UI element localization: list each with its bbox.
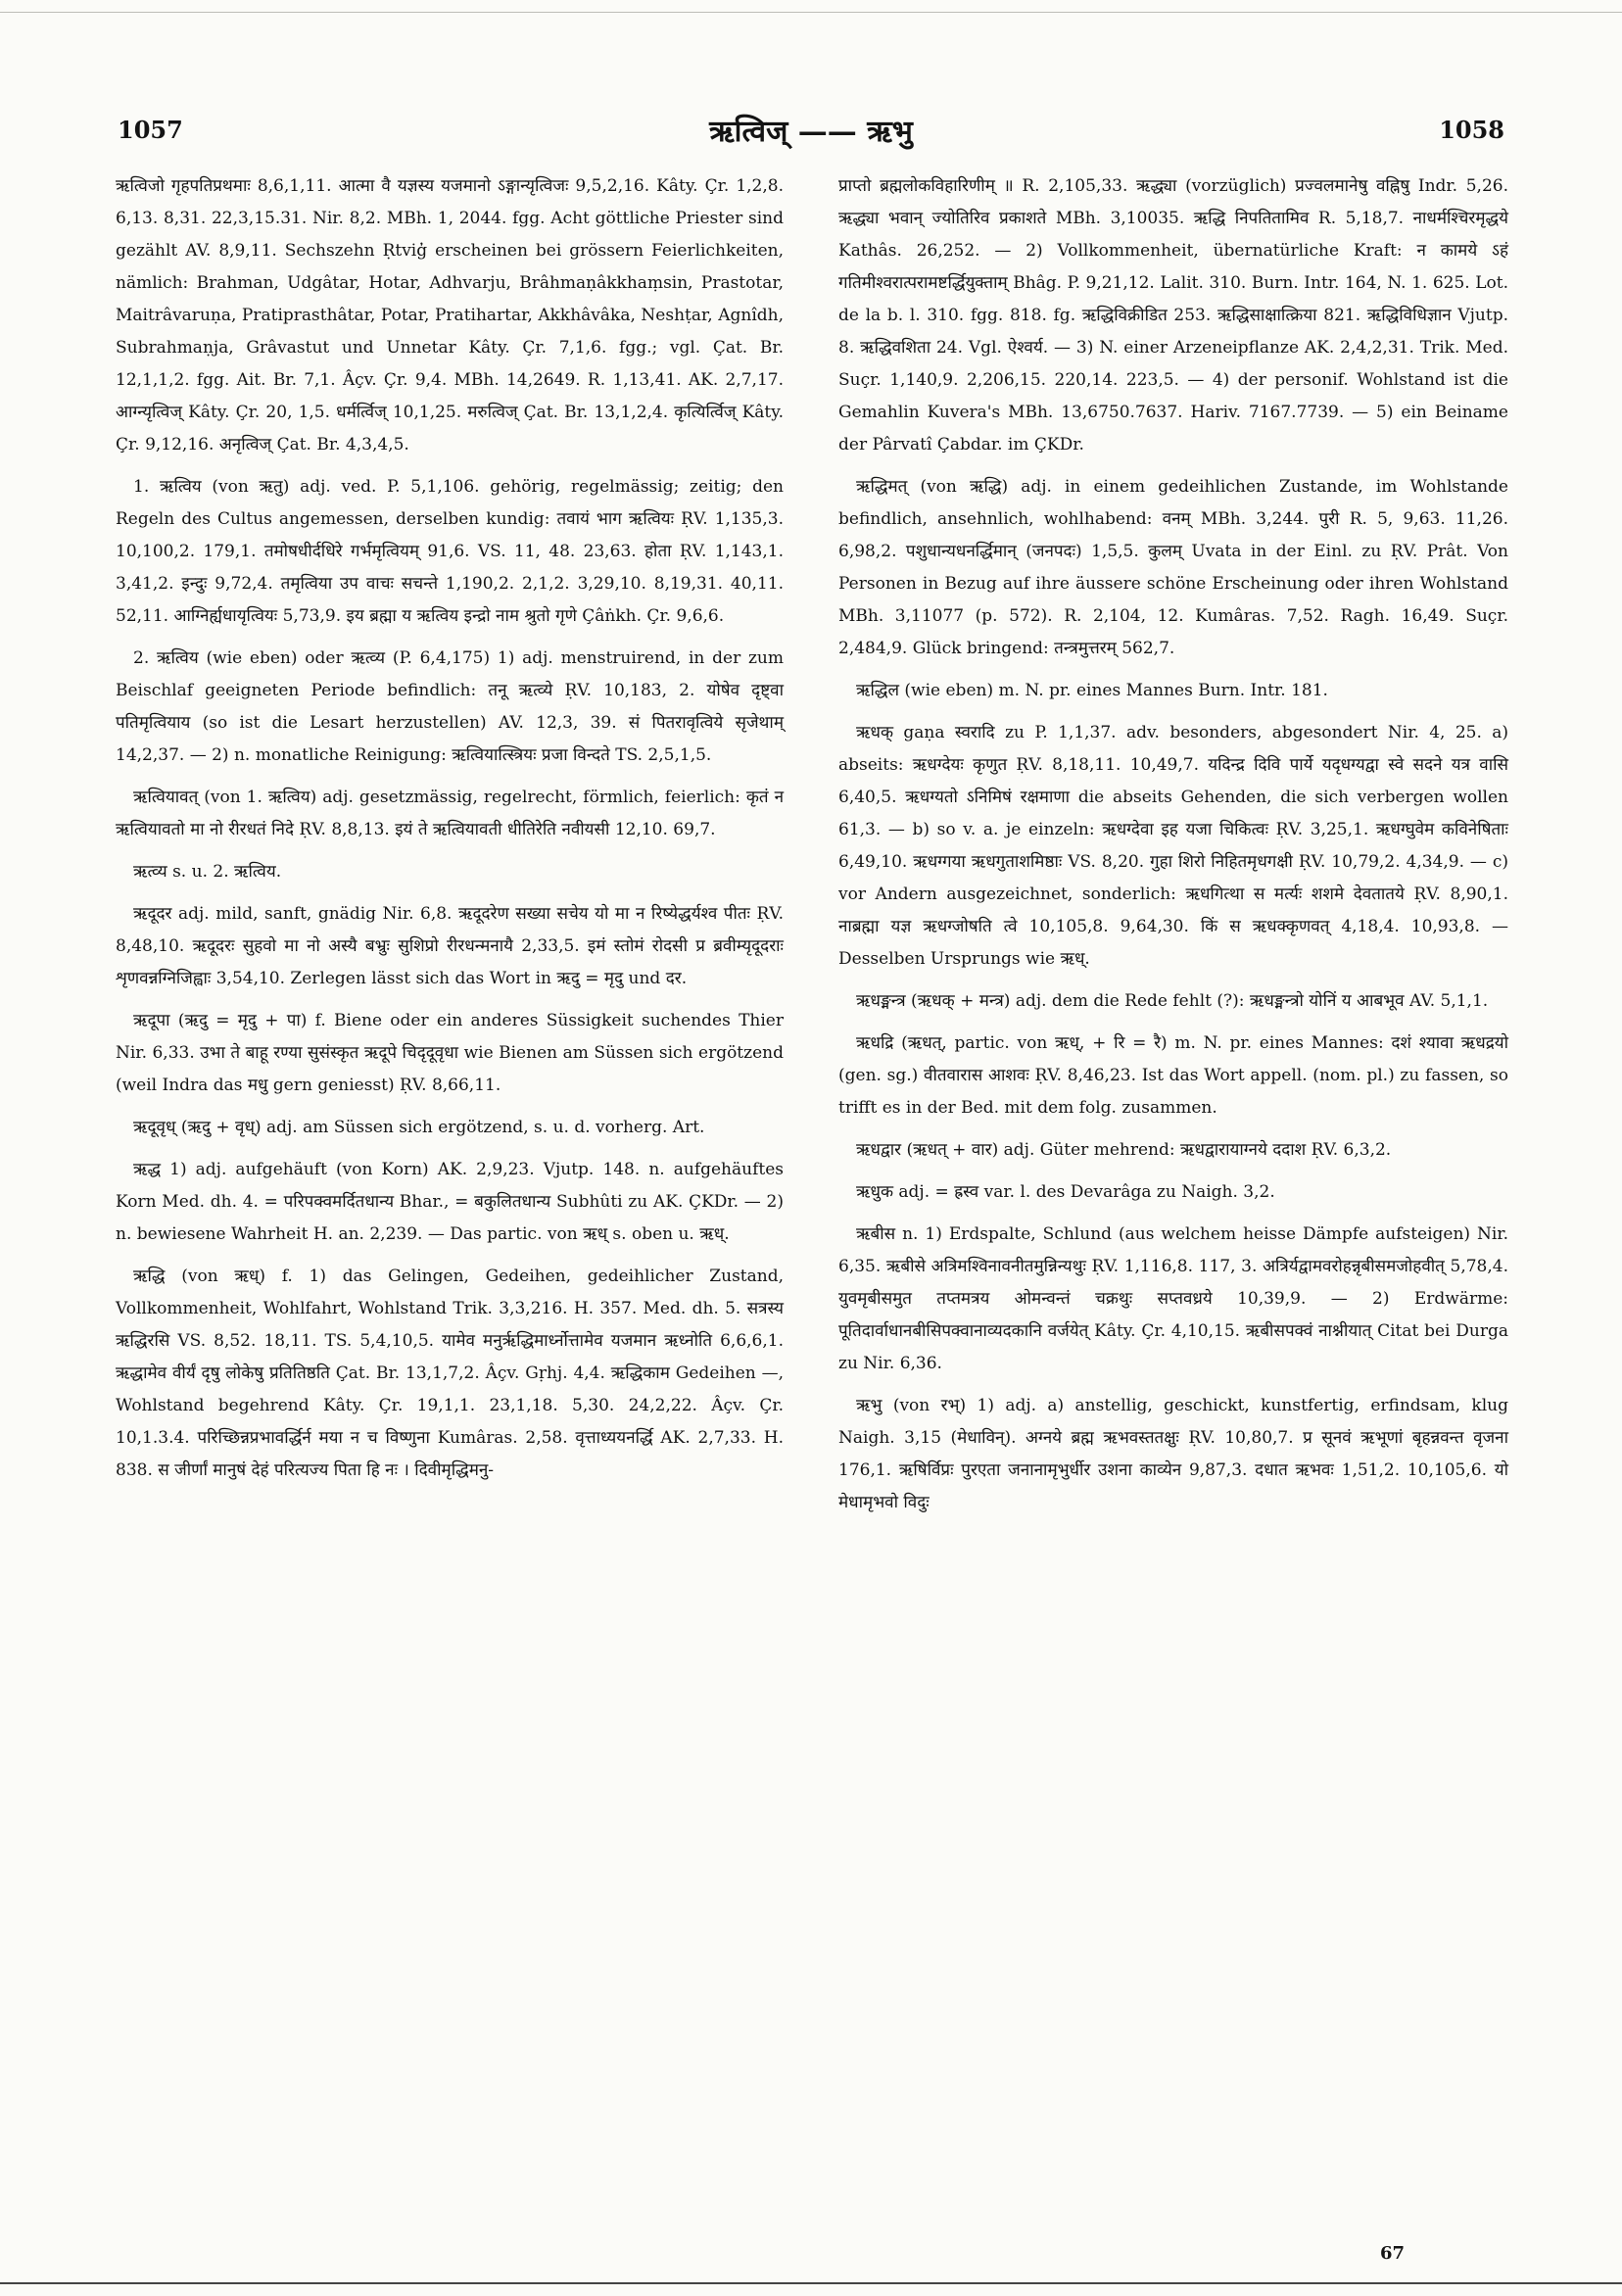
- entry-paragraph: ऋबीस n. 1) Erdspalte, Schlund (aus welchem heisse Dämpfe aufsteigen) Nir. 6,35. ऋबीसे अत्रिमश्विनावनीतमुन्निन्यथुः ṚV. 1,116,8. 117, 3. अत्रिर्यद्वामवरोहन्नृबीसमजोहवीत् 5,78,4. युवमृबीसमुत तप्तमत्रय ओमन्वन्तं चक्रथुः सप्तवध्रये 10,39,9. — 2) Erdwärme: पूतिदार्वाधानबीसिपक्वानाव्यदकानि वर्जयेत् Kâty. Çr. 4,10,15. ऋबीसपक्वं नाश्नीयात् Citat bei Durga zu Nir. 6,36.: [838, 1224, 1508, 1373]
- page-number-left: 1057: [118, 116, 183, 144]
- entry-paragraph: ऋत्व्य s. u. 2. ऋत्विय.: [133, 862, 282, 882]
- bottom-rule: [0, 2282, 1622, 2284]
- entry-paragraph: ऋधुक adj. = ह्रस्व var. l. des Devarâga zu Naigh. 3,2.: [856, 1182, 1275, 1202]
- page-header: [118, 116, 1504, 159]
- entry-paragraph: 1. ऋत्विय (von ऋतु) adj. ved. P. 5,1,106. gehörig, regelmässig; zeitig; den Regeln des Cultus angemessen, derselben kundig: तवायं भाग ऋत्वियः ṚV. 1,135,3. 10,100,2. 179,1. तमोषधीर्दधिरे गर्भमृत्वियम् 91,6. VS. 11, 48. 23,63. होता ṚV. 1,143,1. 3,41,2. इन्दुः 9,72,4. तमृत्विया उप वाचः सचन्ते 1,190,2. 2,1,2. 3,29,10. 8,19,31. 40,11. 52,11. आग्निर्ह्यधायृत्वियः 5,73,9. इय ब्रह्मा य ऋत्विय इन्द्रो नाम श्रुतो गृणे Çâṅkh. Çr. 9,6,6.: [116, 477, 784, 626]
- page-number-right: 1058: [1439, 116, 1504, 144]
- entry-paragraph: ऋधद्वार (ऋधत् + वार) adj. Güter mehrend: ऋधद्वारायाग्नये ददाश ṚV. 6,3,2.: [856, 1140, 1392, 1160]
- entry-paragraph: ऋधद्रि (ऋधत्, partic. von ऋध्, + रि = रै) m. N. pr. eines Mannes: दशं श्यावा ऋधद्रयो (gen. sg.) वीतवारास आशवः ṚV. 8,46,23. Ist das Wort appell. (nom. pl.) zu fassen, so trifft es in der Bed. mit dem folg. zusammen.: [838, 1033, 1508, 1118]
- entry-paragraph: ऋदूदर adj. mild, sanft, gnädig Nir. 6,8. ऋदूदरेण सख्या सचेय यो मा न रिष्येद्धर्यश्व पीतः ṚV. 8,48,10. ऋदूदरः सुहवो मा नो अस्यै बभ्रुः सुशिप्रो रीरधन्मनायै 2,33,5. इमं स्तोमं रोदसी प्र ब्रवीम्यृदूदराः शृणवन्नग्निजिह्वाः 3,54,10. Zerlegen lässt sich das Wort in ऋदु = मृदु und दर.: [116, 904, 784, 988]
- signature-mark: 67: [1379, 2243, 1405, 2264]
- entry-paragraph: प्राप्तो ब्रह्मलोकविहारिणीम् ॥ R. 2,105,33. ऋद्ध्या (vorzüglich) प्रज्वलमानेषु वह्निषु Indr. 5,26. ऋद्ध्या भवान् ज्योतिरिव प्रकाशते MBh. 3,10035. ऋद्धि निपतितामिव R. 5,18,7. नाधर्मश्चिरमृद्धये Kathâs. 26,252. — 2) Vollkommenheit, übernatürliche Kraft: न कामये ऽहं गतिमीश्वरात्परामष्टर्द्धियुक्ताम् Bhâg. P. 9,21,12. Lalit. 310. Burn. Intr. 164, N. 1. 625. Lot. de la b. l. 310. fgg. 818. fg. ऋद्धिविक्रीडित 253. ऋद्धिसाक्षात्क्रिया 821. ऋद्धिविधिज्ञान Vjutp. 8. ऋद्धिवशिता 24. Vgl. ऐश्वर्य. — 3) N. einer Arzeneipflanze AK. 2,4,2,31. Trik. Med. Suçr. 1,140,9. 2,206,15. 220,14. 223,5. — 4) der personif. Wohlstand ist die Gemahlin Kuvera's MBh. 13,6750.7637. Hariv. 7167.7739. — 5) ein Beiname der Pârvatî Çabdar. im ÇKDr.: [838, 176, 1508, 454]
- entry-paragraph: ऋत्विजो गृहपतिप्रथमाः 8,6,1,11. आत्मा वै यज्ञस्य यजमानो ऽङ्गान्यृत्विजः 9,5,2,16. Kâty. Çr. 1,2,8. 6,13. 8,31. 22,3,15.31. Nir. 8,2. MBh. 1, 2044. fgg. Acht göttliche Priester sind gezählt AV. 8,9,11. Sechszehn Ṛtvig̓ erscheinen bei grössern Feierlichkeiten, nämlich: Brahman, Udgâtar, Hotar, Adhvarju, Brâhmaṇâkkhaṃsin, Prastotar, Maitrâvaruṇa, Pratiprasthâtar, Potar, Pratihartar, Akkhâvâka, Neshṭar, Agnîdh, Subrahmaṇja, Grâvastut und Unnetar Kâty. Çr. 7,1,6. fgg.; vgl. Çat. Br. 12,1,1,2. fgg. Ait. Br. 7,1. Âçv. Çr. 9,4. MBh. 14,2649. R. 1,13,41. AK. 2,7,17. आग्न्यृत्विज् Kâty. Çr. 20, 1,5. धर्मर्त्विज् 10,1,25. मरुत्विज् Çat. Br. 13,1,2,4. कृत्यिर्त्विज् Kâty. Çr. 9,12,16. अनृत्विज् Çat. Br. 4,3,4,5.: [116, 176, 784, 454]
- entry-paragraph: ऋधक् gaṇa स्वरादि zu P. 1,1,37. adv. besonders, abgesondert Nir. 4, 25. a) abseits: ऋधग्देयः कृणुत ṚV. 8,18,11. 10,49,7. यदिन्द्र दिवि पार्ये यदृधग्यद्वा स्वे सदने यत्र वासि 6,40,5. ऋधग्यतो ऽनिमिषं रक्षमाणा die abseits Gehenden, die sich verbergen wollen 61,3. — b) so v. a. je einzeln: ऋधग्देवा इह यजा चिकित्वः ṚV. 3,25,1. ऋधग्घुवेम कविनेषिताः 6,49,10. ऋधग्गया ऋधगुताशमिष्ठाः VS. 8,20. गुहा शिरो निहितमृधगक्षी ṚV. 10,79,2. 4,34,9. — c) vor Andern ausgezeichnet, sonderlich: ऋधगित्था स मर्त्यः शशमे देवतातये ṚV. 8,90,1. नाब्रह्मा यज्ञ ऋधग्जोषति त्वे 10,105,8. 9,64,30. किं स ऋधक्कृणवत् 4,18,4. 10,93,8. — Desselben Ursprungs wie ऋध्.: [838, 723, 1508, 969]
- running-title: ऋत्विज् —— ऋभु: [709, 115, 913, 149]
- entry-paragraph: 2. ऋत्विय (wie eben) oder ऋत्व्य (P. 6,4,175) 1) adj. menstruirend, in der zum Beischlaf geeigneten Periode befindlich: तनू ऋत्व्ये ṚV. 10,183, 2. योषेव दृष्ट्वा पतिमृत्वियाय (so ist die Lesart herzustellen) AV. 12,3, 39. सं पितरावृत्विये सृजेथाम् 14,2,37. — 2) n. monatliche Reinigung: ऋत्वियात्स्त्रियः प्रजा विन्दते TS. 2,5,1,5.: [116, 648, 784, 765]
- right-column: [838, 170, 1508, 1529]
- entry-paragraph: ऋद्ध 1) adj. aufgehäuft (von Korn) AK. 2,9,23. Vjutp. 148. n. aufgehäuftes Korn Med. dh. 4. = परिपक्वमर्दितधान्य Bhar., = बकुलितधान्य Subhûti zu AK. ÇKDr. — 2) n. bewiesene Wahrheit H. an. 2,239. — Das partic. von ऋध् s. oben u. ऋध्.: [116, 1160, 784, 1244]
- entry-paragraph: ऋत्वियावत् (von 1. ऋत्विय) adj. gesetzmässig, regelrecht, förmlich, feierlich: कृतं न ऋत्वियावतो मा नो रीरधतं निदे ṚV. 8,8,13. इयं ते ऋत्वियावती धीतिरेति नवीयसी 12,10. 69,7.: [116, 788, 784, 839]
- left-column: [116, 170, 784, 1497]
- entry-paragraph: ऋभु (von रभ्) 1) adj. a) anstellig, geschickt, kunstfertig, erfindsam, klug Naigh. 3,15 (मेधाविन्). अग्नये ब्रह्म ऋभवस्ततक्षुः ṚV. 10,80,7. प्र सूनवं ऋभूणां बृहन्नवन्त वृजना 176,1. ऋषिर्विप्रः पुरएता जनानामृभुर्धीर उशना काव्येन 9,87,3. दधात ऋभवः 1,51,2. 10,105,6. यो मेधामृभवो विदुः: [838, 1396, 1508, 1512]
- entry-paragraph: ऋदूवृध् (ऋदु + वृध्) adj. am Süssen sich ergötzend, s. u. d. vorherg. Art.: [133, 1118, 705, 1137]
- entry-paragraph: ऋद्धिल (wie eben) m. N. pr. eines Mannes Burn. Intr. 181.: [856, 681, 1328, 700]
- entry-paragraph: ऋद्धि (von ऋध्) f. 1) das Gelingen, Gedeihen, gedeihlicher Zustand, Vollkommenheit, Wohlfahrt, Wohlstand Trik. 3,3,216. H. 357. Med. dh. 5. सत्रस्य ऋद्धिरसि VS. 8,52. 18,11. TS. 5,4,10,5. यामेव मनुर्ऋद्धिमार्ध्नोत्तामेव यजमान ऋध्नोति 6,6,6,1. ऋद्धामेव वीर्यं दृषु लोकेषु प्रतितिष्ठति Çat. Br. 13,1,7,2. Âçv. Gṛhj. 4,4. ऋद्धिकाम Gedeihen —, Wohlstand begehrend Kâty. Çr. 19,1,1. 23,1,18. 5,30. 24,2,22. Âçv. Çr. 10,1.3.4. परिच्छिन्नप्रभावर्द्धिर्न मया न च विष्णुना Kumâras. 2,58. वृत्ताध्ययनर्द्धि AK. 2,7,33. H. 838. स जीर्णां मानुषं देहं परित्यज्य पिता हि नः । दिवीमृद्धिमनु-: [116, 1267, 784, 1480]
- entry-paragraph: ऋधङ्मन्त्र (ऋधक् + मन्त्र) adj. dem die Rede fehlt (?): ऋधङ्मन्त्रो योनिं य आबभूव AV. 5,1,1.: [856, 991, 1489, 1011]
- entry-paragraph: ऋदूपा (ऋदु = मृदु + पा) f. Biene oder ein anderes Süssigkeit suchendes Thier Nir. 6,33. उभा ते बाहू रण्या सुसंस्कृत ऋदूपे चिदृदूवृधा wie Bienen am Süssen sich ergötzend (weil Indra das मधु gern geniesst) ṚV. 8,66,11.: [116, 1011, 784, 1095]
- scan-edge-line: [0, 12, 1622, 13]
- entry-paragraph: ऋद्धिमत् (von ऋद्धि) adj. in einem gedeihlichen Zustande, im Wohlstande befindlich, ansehnlich, wohlhabend: वनम् MBh. 3,244. पुरी R. 5, 9,63. 11,26. 6,98,2. पशुधान्यधनर्द्धिमान् (जनपदः) 1,5,5. कुलम् Uvata in der Einl. zu ṚV. Prât. Von Personen in Bezug auf ihre äussere schöne Erscheinung oder ihren Wohlstand MBh. 3,11077 (p. 572). R. 2,104, 12. Kumâras. 7,52. Ragh. 16,49. Suçr. 2,484,9. Glück bringend: तन्त्रमुत्तरम् 562,7.: [838, 477, 1508, 658]
